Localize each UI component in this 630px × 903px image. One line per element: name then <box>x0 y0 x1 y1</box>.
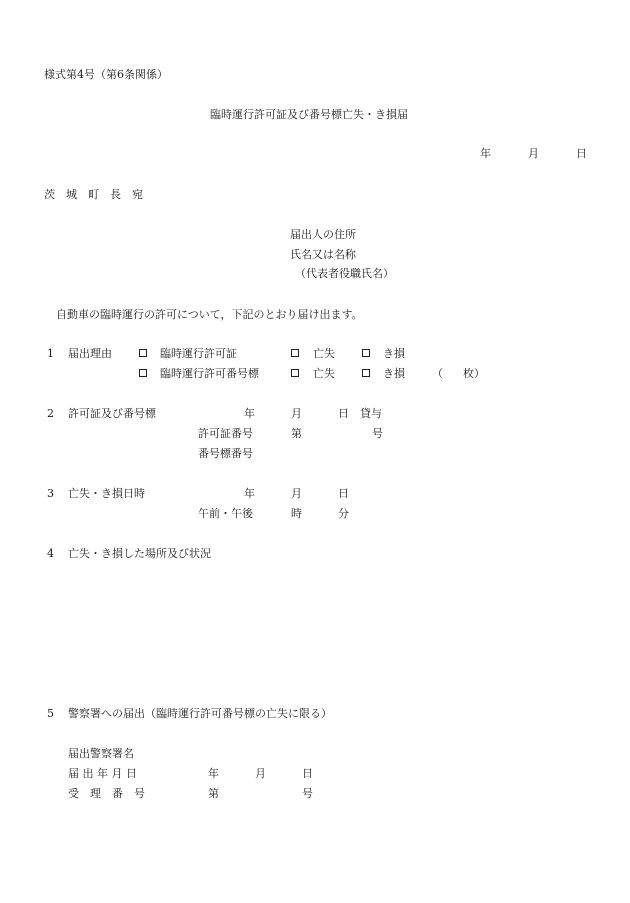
lend-month: 月 <box>291 407 302 420</box>
form-id: 様式第4号（第6条関係） <box>44 68 168 81</box>
section-5-number: 5 <box>47 707 54 720</box>
receipt-number-prefix: 第 <box>208 787 219 800</box>
date-year: 年 <box>480 147 491 160</box>
date-month: 月 <box>528 147 539 160</box>
incident-hour: 時 <box>291 507 302 520</box>
lend-label: 貸与 <box>360 407 382 420</box>
plate-count-close: 枚） <box>463 367 485 380</box>
reason-plate-lost: 亡失 <box>313 367 335 380</box>
lend-year: 年 <box>244 407 255 420</box>
permit-number-label: 許可証番号 <box>198 427 253 440</box>
plate-number-label: 番号標番号 <box>198 447 253 460</box>
incident-day: 日 <box>338 487 349 500</box>
checkbox-permit-damaged[interactable] <box>362 349 370 357</box>
permit-number-suffix: 号 <box>372 427 383 440</box>
report-month: 月 <box>255 767 266 780</box>
addressee: 茨 城 町 長 宛 <box>44 188 143 201</box>
permit-number-prefix: 第 <box>291 427 302 440</box>
section-3-label: 亡失・き損日時 <box>68 487 145 500</box>
lend-day: 日 <box>338 407 349 420</box>
receipt-number-suffix: 号 <box>302 787 313 800</box>
checkbox-permit[interactable] <box>139 349 147 357</box>
section-4-label: 亡失・き損した場所及び状況 <box>68 547 211 560</box>
reason-permit-lost: 亡失 <box>313 347 335 360</box>
applicant-name-label: 氏名又は名称 <box>290 248 356 261</box>
date-day: 日 <box>576 147 587 160</box>
applicant-address-label: 届出人の住所 <box>290 228 356 241</box>
section-2-label: 許可証及び番号標 <box>68 407 156 420</box>
applicant-rep-label: （代表者役職氏名） <box>295 267 394 280</box>
incident-ampm: 午前・午後 <box>198 507 253 520</box>
reason-permit: 臨時運行許可証 <box>160 347 237 360</box>
reason-permit-damaged: き損 <box>383 347 405 360</box>
receipt-number-label: 受 理 番 号 <box>68 787 145 800</box>
reason-plate-damaged: き損 <box>383 367 405 380</box>
police-station-label: 届出警察署名 <box>68 747 134 760</box>
checkbox-permit-lost[interactable] <box>291 349 299 357</box>
incident-minute: 分 <box>338 507 349 520</box>
page-title: 臨時運行許可証及び番号標亡失・き損届 <box>210 108 408 121</box>
plate-count-open: （ <box>432 367 443 380</box>
checkbox-plate-lost[interactable] <box>291 369 299 377</box>
intro-text: 自動車の臨時運行の許可について，下記のとおり届け出ます。 <box>56 308 363 321</box>
section-5-label: 警察署への届出（臨時運行許可番号標の亡失に限る） <box>68 707 332 720</box>
report-day: 日 <box>302 767 313 780</box>
report-date-label: 届 出 年 月 日 <box>68 767 137 780</box>
section-2-number: 2 <box>47 407 54 420</box>
incident-month: 月 <box>291 487 302 500</box>
incident-year: 年 <box>244 487 255 500</box>
section-1-label: 届出理由 <box>68 347 112 360</box>
section-1-number: 1 <box>47 347 54 360</box>
checkbox-plate-damaged[interactable] <box>362 369 370 377</box>
report-year: 年 <box>208 767 219 780</box>
reason-plate: 臨時運行許可番号標 <box>160 367 259 380</box>
section-3-number: 3 <box>47 487 54 500</box>
checkbox-plate[interactable] <box>139 369 147 377</box>
section-4-number: 4 <box>47 547 54 560</box>
